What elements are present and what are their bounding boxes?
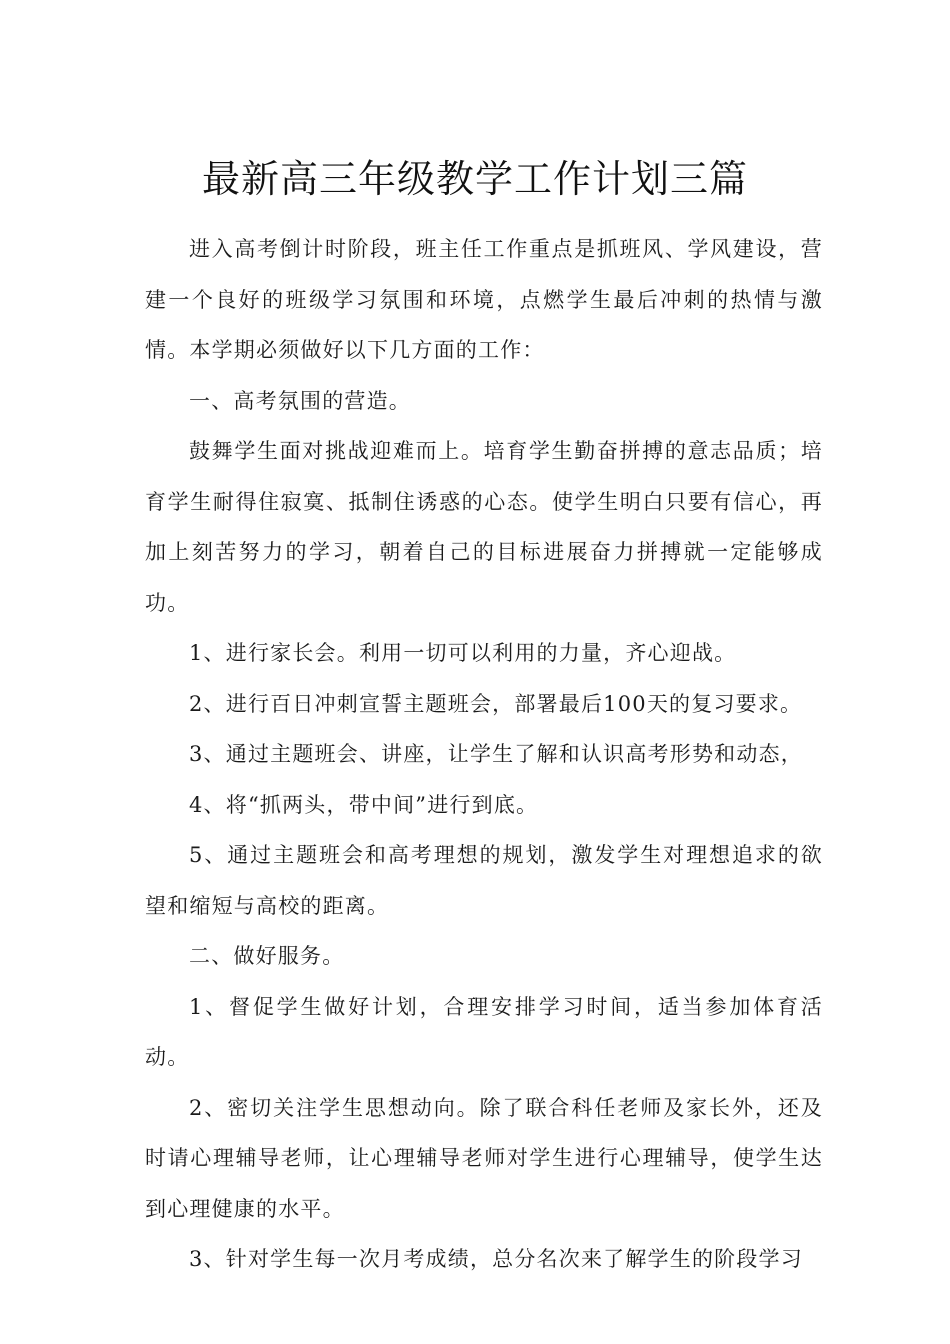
document-body [145,224,823,1285]
list-item: 3、通过主题班会、讲座，让学生了解和认识高考形势和动态， [189,742,803,766]
list-item: 2、进行百日冲刺宣誓主题班会，部署最后100天的复习要求。 [189,691,803,716]
list-item: 1、进行家长会。利用一切可以利用的力量，齐心迎战。 [189,641,737,665]
list-item: 3、针对学生每一次月考成绩，总分名次来了解学生的阶段学习 [189,1247,803,1271]
section-heading: 二、做好服务。 [189,944,345,968]
list-item: 1、督促学生做好计划，合理安排学习时间，适当参加体育活动。 [145,994,823,1069]
list-item: 5、通过主题班会和高考理想的规划，激发学生对理想追求的欲望和缩短与高校的距离。 [145,843,823,918]
document-title: 最新高三年级教学工作计划三篇 [201,157,748,202]
section-heading: 一、高考氛围的营造。 [189,388,411,413]
paragraph: 鼓舞学生面对挑战迎难而上。培育学生勤奋拼搏的意志品质；培育学生耐得住寂寞、抵制住诱惑的心态。使学生明白只要有信心，再加上刻苦努力的学习，朝着自己的目标进展奋力拼搏就一定能够成功。 [145,439,823,615]
paragraph: 进入高考倒计时阶段，班主任工作重点是抓班风、学风建设，营建一个良好的班级学习氛围和环境，点燃学生最后冲刺的热情与激情。本学期必须做好以下几方面的工作： [145,237,823,362]
list-item: 2、密切关注学生思想动向。除了联合科任老师及家长外，还及时请心理辅导老师，让心理辅导老师对学生进行心理辅导，使学生达到心理健康的水平。 [145,1095,823,1221]
list-item: 4、将“抓两头，带中间”进行到底。 [189,792,539,817]
